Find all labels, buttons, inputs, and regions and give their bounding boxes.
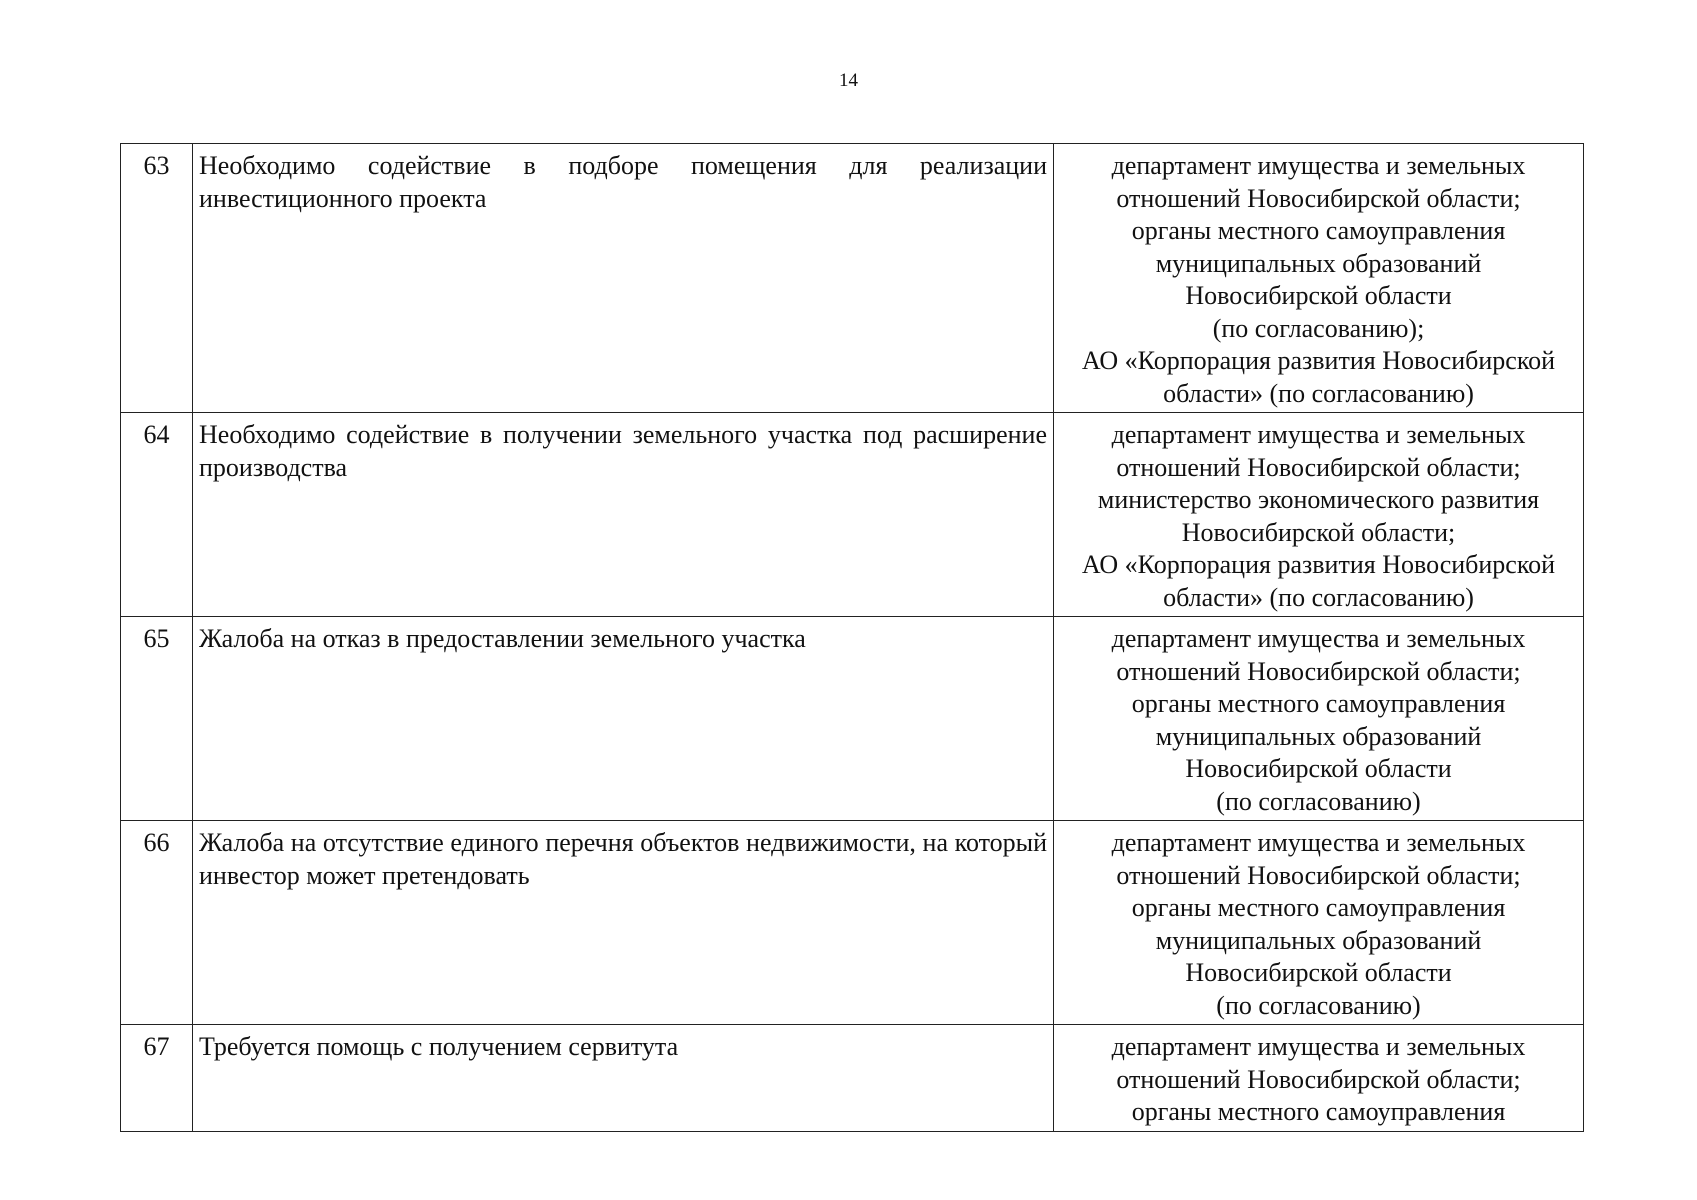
row-number: 66 bbox=[121, 821, 193, 1025]
row-description: Требуется помощь с получением сервитута bbox=[193, 1025, 1054, 1132]
responsible-line: (по согласованию); bbox=[1212, 313, 1425, 343]
responsible-line: министерство экономического развития bbox=[1097, 485, 1540, 514]
responsible-line: органы местного самоуправления bbox=[1131, 216, 1506, 245]
responsible-line: Новосибирской области bbox=[1185, 754, 1452, 783]
responsible-line: Новосибирской области; bbox=[1181, 517, 1456, 547]
responsible-line: органы местного самоуправления bbox=[1131, 1097, 1506, 1126]
responsible-line: департамент имущества и земельных bbox=[1111, 1032, 1526, 1061]
responsible-line: Новосибирской области bbox=[1185, 281, 1452, 310]
responsible-line: области» (по согласованию) bbox=[1163, 582, 1474, 612]
row-number: 65 bbox=[121, 617, 193, 821]
responsible-line: (по согласованию) bbox=[1216, 990, 1421, 1020]
responsible-line: Новосибирской области bbox=[1185, 958, 1452, 987]
row-description: Необходимо содействие в подборе помещения для реализации инвестиционного проекта bbox=[193, 144, 1054, 413]
responsible-line: департамент имущества и земельных bbox=[1111, 624, 1526, 653]
responsible-line: АО «Корпорация развития Новосибирской bbox=[1081, 346, 1556, 375]
responsible-line: департамент имущества и земельных bbox=[1111, 420, 1526, 449]
row-responsible bbox=[1054, 144, 1584, 413]
row-responsible bbox=[1054, 413, 1584, 617]
responsible-line: органы местного самоуправления bbox=[1131, 893, 1506, 922]
measures-table bbox=[120, 143, 1584, 1132]
responsible-line: АО «Корпорация развития Новосибирской bbox=[1081, 550, 1556, 579]
row-number: 64 bbox=[121, 413, 193, 617]
responsible-line: области» (по согласованию) bbox=[1163, 378, 1474, 408]
table-row bbox=[121, 1025, 1584, 1132]
responsible-line: отношений Новосибирской области; bbox=[1116, 1064, 1521, 1094]
row-description: Жалоба на отсутствие единого перечня объектов недвижимости, на который инвестор может претендовать bbox=[193, 821, 1054, 1025]
table-row bbox=[121, 617, 1584, 821]
row-description: Жалоба на отказ в предоставлении земельного участка bbox=[193, 617, 1054, 821]
responsible-line: департамент имущества и земельных bbox=[1111, 828, 1526, 857]
responsible-line: отношений Новосибирской области; bbox=[1116, 183, 1521, 213]
responsible-line: департамент имущества и земельных bbox=[1111, 151, 1526, 180]
responsible-line: отношений Новосибирской области; bbox=[1116, 860, 1521, 890]
responsible-line: муниципальных образований bbox=[1155, 721, 1482, 751]
table-row bbox=[121, 821, 1584, 1025]
row-responsible bbox=[1054, 821, 1584, 1025]
table-row bbox=[121, 413, 1584, 617]
row-number: 67 bbox=[121, 1025, 193, 1132]
responsible-line: отношений Новосибирской области; bbox=[1116, 452, 1521, 482]
row-description: Необходимо содействие в получении земельного участка под расширение производства bbox=[193, 413, 1054, 617]
table-row bbox=[121, 144, 1584, 413]
row-number: 63 bbox=[121, 144, 193, 413]
page-number: 14 bbox=[839, 70, 858, 91]
responsible-line: отношений Новосибирской области; bbox=[1116, 656, 1521, 686]
responsible-line: (по согласованию) bbox=[1216, 786, 1421, 816]
row-responsible bbox=[1054, 617, 1584, 821]
row-responsible bbox=[1054, 1025, 1584, 1132]
responsible-line: муниципальных образований bbox=[1155, 248, 1482, 278]
responsible-line: органы местного самоуправления bbox=[1131, 689, 1506, 718]
responsible-line: муниципальных образований bbox=[1155, 925, 1482, 955]
